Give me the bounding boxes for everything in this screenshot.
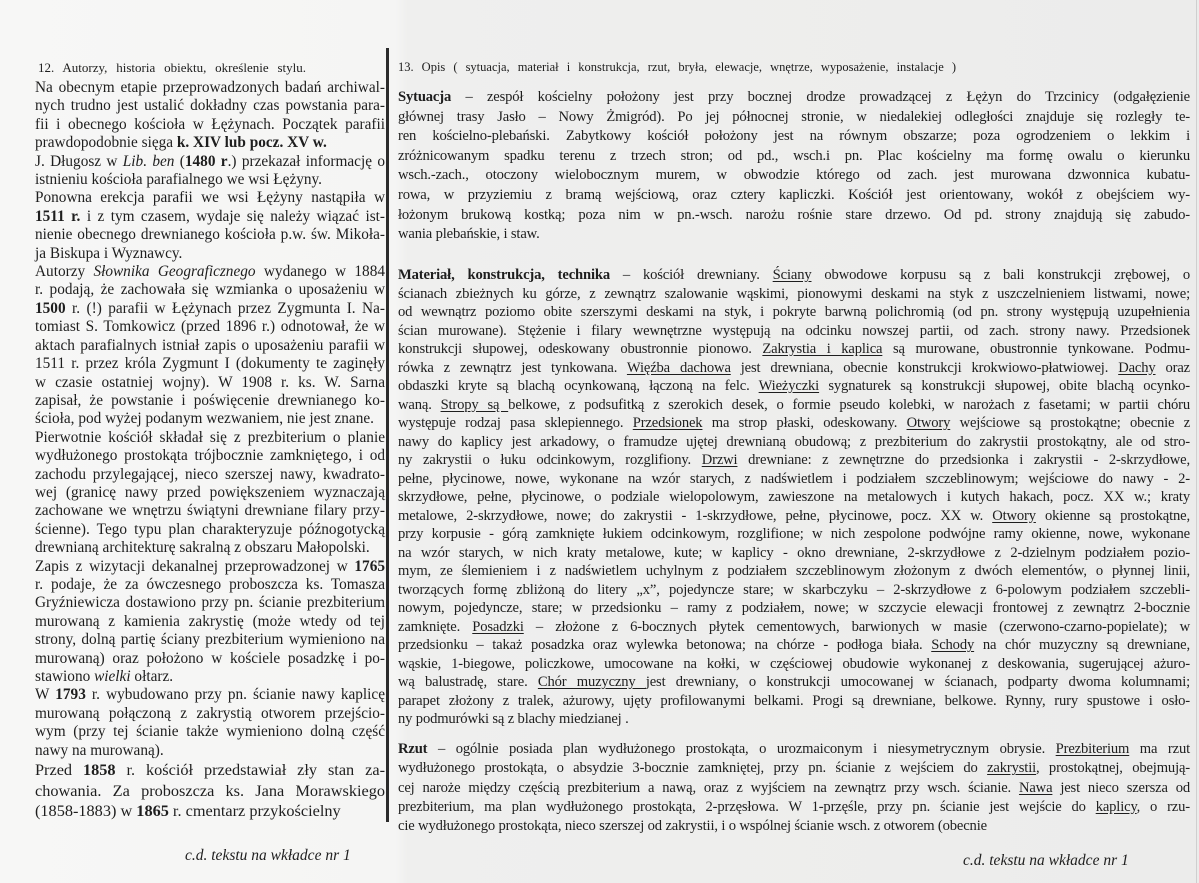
text-run: – kościół drewniany.: [609, 267, 773, 283]
text-line: chowania. Za proboszcza ks. Jana Morawskiego: [35, 780, 385, 800]
text-line: nowym, pojedyncze, stare; w przedsionku – ramy z podziałem, nowe; w szczycie elewacji frontowej z zewnątrz 2-bocznie: [398, 600, 1190, 616]
text-line: parapet złożony z tralek, ażurowy, ujęty profilowanymi belkami. Progi są drewniane, belkowe. Rynny, rury spustowe i osło-: [398, 692, 1190, 709]
section-13-heading: 13. Opis ( sytuacja, materiał i konstrukcja, rzut, bryła, elewacje, wnętrze, wyposażenie, instalacje ): [398, 60, 956, 74]
underlined-term: Posadzki: [472, 618, 524, 635]
underlined-term: Dachy: [1118, 359, 1156, 376]
paragraph: [35, 760, 385, 822]
text-line: Pierwotnie kościół składał się z prezbiterium o planie: [35, 428, 385, 446]
text-run: ny zakrystii o łuku odcinkowym, rozglifiony.: [398, 452, 702, 468]
text-run: wejściowe są prostokątne; obecnie z: [950, 415, 1191, 431]
text-line: przy korpusie - górą zamknięte łukiem odcinkowym, rozglifione; w nich zespolone podwójne ramy okienne, nowe, wykonane: [398, 526, 1190, 542]
text-run: jest drewniana, obecnie konstrukcji krokwiowo-płatwiowej.: [730, 359, 1119, 376]
text-line: nych trudno jest ustalić dokładny czas powstania para-: [35, 97, 385, 115]
text-line: [35, 263, 385, 281]
paragraph: [35, 153, 385, 190]
bold-text: 1793: [55, 686, 86, 704]
underlined-term: Nawa: [1018, 779, 1053, 796]
text-line: ny podmurówki są z blachy miedzianej .: [398, 711, 629, 727]
text-line: [398, 798, 1190, 817]
text-run: zamknięte.: [398, 618, 473, 635]
right-continuation-note: c.d. tekstu na wkładce nr 1: [963, 852, 1129, 869]
underlined-term: Więźba dachowa: [626, 359, 731, 376]
text-line: zróżnicowanym spadku terenu z trzech stron; od pd., wsch.i pn. Plac kościelny ma formę owalu o kierunku: [398, 147, 1190, 164]
text-run: ma strop płaski, odeskowany.: [702, 415, 907, 431]
paragraph-rzut: [398, 740, 1190, 836]
text-line: [35, 668, 385, 686]
text-run: Zapis z wizytacji dekanalnej przeprowadzonej w: [35, 557, 355, 575]
text-line: [398, 759, 1190, 778]
bold-text: Rzut: [398, 741, 428, 757]
text-line: Ponowna erekcja parafii we wsi Łężyny nastąpiła w: [35, 189, 385, 207]
text-line: skrzydłowe, pełne, płycinowe, o podziale wielopolowym, zawieszone na metalowych i kutych hakach, pocz. XX w.; kraty: [398, 489, 1190, 505]
text-line: ścianach zbieżnych ku górze, z zewnątrz szalowanie wąskimi, pionowymi deskami na styk z uszczelnieniem listwami, nowe;: [398, 285, 1190, 302]
underlined-term: Przedsionek: [632, 415, 703, 431]
text-run: waną.: [398, 396, 441, 413]
text-run: prezbiterium, ma plan wydłużonego prostokąta, 2-przęsłowa. W 1-przęśle, przy pn. ścianie jest wejście do: [398, 798, 1096, 815]
text-run: r. cmentarz przykościelny: [168, 801, 341, 821]
text-run: obwodowe korpusu są z bali konstrukcji zrębowej, o: [811, 267, 1190, 283]
text-run: i z tym czasem, wydaje się należy wiązać ist-: [80, 207, 385, 225]
text-line: aktach parafialnych istniał zapis o uposażeniu parafii w: [35, 336, 385, 354]
text-run: Przed: [35, 760, 83, 780]
text-line: murowaną połączoną z zakrystią otworem przejścio-: [35, 704, 385, 722]
text-run: obdaszki kryte są blachą ocynkowaną, łączoną na felc.: [398, 378, 759, 394]
paragraph: [35, 558, 385, 687]
text-run: Autorzy: [35, 263, 94, 281]
text-line: [35, 153, 385, 171]
text-line: wsch.-zach., otoczony wielobocznym murem, w obwodzie którego od zach. jest murowana dzwonnica kubatu-: [398, 167, 1190, 184]
text-line: pełne, płycinowe, nowe, wykonane na wzór starych, z nadświetlem i podziałem szczeblinowym; wejściowe do nawy - 2-: [398, 470, 1190, 487]
text-run: wydanego w 1884: [255, 263, 386, 281]
text-line: [398, 377, 1190, 396]
text-line: zachodu przylegającej, nieco szerszej nawy, kwadrato-: [35, 465, 385, 483]
text-line: [35, 558, 385, 576]
text-run: cej naroże między częścią prezbiterium a nawą, oraz z wyjściem na zewnątrz przy wsch. ścianie.: [398, 779, 1019, 796]
bold-text: 1765: [354, 557, 385, 575]
text-line: wąskie, 1-biegowe, policzkowe, umocowane na kołki, w częściowej obudowie wykonanej z deskowania, sugerującej ażuro-: [398, 655, 1190, 672]
text-line: na wzór starych, w nich kraty metalowe, kute; w kaplicy - okno drewniane, 2-skrzydłowe z 2-dzielnym podziałem pozio-: [398, 544, 1190, 561]
text-line: w czasie ostatniej wojny). W 1908 r. ks. W. Sarna: [35, 373, 385, 391]
page-edge: [1196, 0, 1197, 883]
text-run: przedsionku – takaż posadzka oraz wylewka betonowa; na chórze - podłoga biała.: [398, 637, 932, 653]
underlined-term: Otwory: [992, 507, 1036, 524]
text-line: [398, 507, 1190, 526]
text-line: istnieniu kościoła parafialnego we wsi Łężyny.: [35, 171, 323, 189]
underlined-term: Schody: [931, 637, 975, 653]
text-run: jest drewniany, o konstrukcji umocowanej w ścianach, podparty dwoma kolumnami;: [645, 674, 1190, 690]
underlined-term: kaplicy: [1095, 798, 1137, 815]
paragraph: [35, 429, 385, 558]
paragraph: [35, 79, 385, 153]
section-12-heading: 12. Autorzy, historia obiektu, określenie stylu.: [38, 60, 306, 75]
text-run: – ogólnie posiada plan wydłużonego prostokąta, o urozmaiconym i niesymetrycznym obrysie.: [427, 741, 1056, 757]
italic-text: Słownika Geograficznego: [93, 263, 256, 281]
bold-text: Materiał, konstrukcja, technika: [398, 267, 610, 283]
section-12-body: [35, 79, 385, 822]
text-line: 1511 r. przez króla Zygmunt I (dokumenty te zaginęły: [35, 355, 385, 373]
text-line: [398, 673, 1190, 692]
text-run: na chór muzyczny są drewniane,: [974, 637, 1190, 653]
text-run: metalowe, 2-skrzydłowe, nowe; do zakrystii - 1-skrzydłowe, pełne, płycinowe, pocz. XX w.: [398, 507, 993, 524]
text-line: mym, ze ślemieniem i z nadświetlem uchylnym z podziałem szczeblinowym złożonym z dwóch elementów, o płynnej linii,: [398, 563, 1190, 579]
text-run: jest nieco szersza od: [1052, 779, 1190, 796]
paragraph-material-konstrukcja: [398, 266, 1190, 729]
underlined-term: Zakrystia i kaplica: [762, 341, 883, 357]
text-line: rowa, w przyziemiu z bramą wejściową, oraz cztery kapliczki. Kościół jest orientowany, wokół z obejściem wy-: [398, 186, 1190, 203]
text-line: [398, 779, 1190, 798]
text-line: murowaną) oraz położono w kościele posadzkę i po-: [35, 649, 385, 667]
text-line: cie wydłużonego prostokąta, nieco szerszej od zakrystii, i o wspólnej ścianie wsch. z otworem (obecnie: [398, 818, 987, 835]
text-run: drewniane: z zewnętrzne do przedsionka i zakrystii - 2-skrzydłowe,: [737, 452, 1190, 468]
text-line: tomiast S. Tomkowicz (przed 1896 r.) odnotował, że w: [35, 318, 385, 336]
text-line: [35, 801, 385, 822]
text-run: (1858-1883) w: [35, 801, 137, 821]
text-run: W: [35, 686, 56, 704]
text-line: ja Biskupa i Wyznawcy.: [35, 244, 183, 262]
text-line: wej (granicę nawy przed powiększeniem wyznaczają: [35, 483, 385, 501]
text-run: r. wybudowano przy pn. ścianie nawy kaplicę: [85, 686, 385, 704]
text-run: ołtarz.: [130, 668, 174, 685]
text-run: J. Długosz w: [35, 152, 123, 170]
text-run: wydłużonego prostokąta, o absydzie 3-bocznie zamkniętej, przy pn. ścianie z wejściem do: [398, 760, 988, 777]
text-run: – zespół kościelny położony jest przy bocznej drodze prowadzącej z Łężyn do Trzcinicy (odgałęzienie: [451, 89, 1190, 105]
column-divider: [386, 48, 389, 822]
text-run: , o rzu-: [1136, 798, 1190, 815]
text-run: są murowane, obustronnie tynkowane. Podmu-: [882, 341, 1190, 357]
text-line: r. podają, że zachowała się wzmianka o uposażeniu w: [35, 281, 385, 299]
underlined-term: zakrystii: [987, 760, 1037, 777]
text-line: [35, 686, 385, 704]
text-line: [398, 88, 1190, 108]
underlined-term: Ściany: [772, 267, 812, 283]
underlined-term: Wieżyczki: [758, 378, 820, 394]
paragraph: [35, 686, 385, 760]
bold-text: 1858: [83, 760, 116, 780]
text-run: okienne są prostokątne,: [1035, 507, 1191, 524]
text-line: ścioła, pod wyżej podanym wezwaniem, nie jest znane.: [35, 410, 374, 428]
text-run: r. (!) parafii w Łężynach przez Zygmunta I. Na-: [65, 299, 385, 317]
paragraph: [35, 189, 385, 263]
bold-text: Sytuacja: [398, 89, 452, 105]
text-line: ren kościelno-plebański. Zabytkowy kościół położony jest na równym obszarze; poza ogrodzeniem o lekkim i: [398, 128, 1190, 145]
text-line: [398, 740, 1190, 759]
text-line: [398, 414, 1190, 433]
underlined-term: Stropy są: [440, 396, 509, 413]
text-line: wym (przy tej ścianie także wymieniono dolną część: [35, 723, 385, 741]
text-line: strony, dolną partię ściany prezbiterium wymieniono na: [35, 631, 385, 649]
text-line: łożonym brukową kostką; poza nim w pn.-wsch. narożu rośnie stare drzewo. Od pd. strony znajdują się zabudo-: [398, 206, 1190, 223]
text-run: – złożone z 6-bocznych płytek cementowych, barwionych w masie (czerwono-czarno-popielate); w: [523, 618, 1190, 635]
underlined-term: Prezbiterium: [1055, 741, 1130, 757]
text-run: rówka z zewnątrz jest tynkowana.: [398, 359, 627, 376]
text-run: stawiono: [35, 668, 95, 685]
text-line: [398, 266, 1190, 285]
text-line: wydłużonego prostokąta trójbocznie zamkniętego, i od: [35, 447, 385, 465]
text-line: nawy na murowaną).: [35, 741, 164, 759]
text-line: murowaną z kamienia zakrystię (może wtedy od tej: [35, 612, 385, 630]
italic-text: wielki: [94, 668, 131, 685]
text-line: zapisał, że powstanie i poświęcenie drewnianego ko-: [35, 391, 385, 409]
text-run: .) przekazał informację o: [227, 152, 385, 170]
left-continuation-note: c.d. tekstu na wkładce nr 1: [185, 847, 351, 864]
text-run: r. kościół przedstawiał zły stan za-: [115, 760, 386, 780]
text-line: [398, 618, 1190, 637]
text-run: konstrukcji słupowej, odeskowany obustronnie pionowo.: [398, 341, 763, 357]
text-line: [35, 134, 385, 152]
underlined-term: Drzwi: [701, 452, 738, 468]
text-line: nienie obecnego drewnianego kościoła p.w. św. Mikoła-: [35, 226, 385, 244]
text-line: wania plebańskie, i staw.: [398, 226, 540, 243]
text-line: r. podaje, że za ówczesnego proboszcza ks. Tomasza: [35, 575, 385, 593]
text-line: fii i obecnego kościoła w Łężynach. Początek parafii: [35, 115, 385, 133]
text-run: prawdopodobnie sięga: [35, 134, 177, 152]
bold-text: k. XIV lub pocz. XV w.: [176, 134, 327, 152]
text-line: Gryźniewicza dostawiono przy pn. ścianie prezbiterium: [35, 594, 385, 612]
text-line: [398, 451, 1190, 470]
underlined-term: Chór muzyczny: [537, 674, 646, 690]
text-run: (: [174, 152, 185, 170]
bold-text: 1500: [35, 299, 66, 317]
text-run: sygnaturek są konstrukcji słupowej, obite blachą ocynko-: [819, 378, 1190, 394]
text-line: głównej trasy Jasło – Nowy Żmigród). Po jej północnej stronie, w niedalekiej odległości znajduje się rozległy te-: [398, 108, 1190, 125]
underlined-term: Otwory: [906, 415, 951, 431]
text-line: [35, 208, 385, 226]
text-run: oraz: [1155, 359, 1191, 376]
text-line: ścian murowane). Stężenie i filary wewnętrzne występują na odcinku nowszej partii, od zach. strony nawy. Przedsionek: [398, 322, 1190, 339]
text-run: występuje rodzaj pasa sklepiennego.: [398, 415, 633, 431]
text-line: Na obecnym etapie przeprowadzonych badań archiwal-: [35, 79, 385, 96]
text-line: nawy do kaplicy jest arkadowy, o framudze ujętej drewnianą obudową; z prezbiterium do zakrystii prostokątny, ale od stro-: [398, 433, 1190, 450]
paragraph: [35, 263, 385, 429]
text-line: [398, 636, 1190, 655]
text-line: [398, 396, 1190, 415]
text-run: ma rzut: [1129, 741, 1190, 757]
text-line: [35, 300, 385, 318]
text-line: od wewnątrz poziomo obite szerszymi deskami na styk, i pokryte barwną polichromią (od pn. strony występują uzupełnienia: [398, 304, 1190, 320]
text-run: , prostokątnej, obejmują-: [1036, 760, 1191, 777]
bold-text: 1480 r: [184, 152, 228, 170]
text-line: [398, 340, 1190, 359]
text-line: tworzących formę zbliżoną do litery „x”, pojedyncze stare; w skarbczyku – 2-skrzydłowe z 6-polowym podziałem szczebli-: [398, 581, 1190, 598]
text-run: belkowe, z podsufitką z szerokich desek, o formie pseudo kolebki, w narożach z fasetami; w partii chóru: [508, 396, 1190, 413]
text-line: ścienne). Tego typu plan charakteryzuje późnogotycką: [35, 520, 385, 538]
paragraph-sytuacja: [398, 88, 1190, 245]
text-line: [35, 760, 385, 781]
text-line: [398, 359, 1190, 378]
bold-text: 1865: [136, 801, 169, 821]
text-line: zachowane we wnętrzu świątyni drewniane filary przy-: [35, 502, 385, 520]
italic-text: Lib. ben: [122, 152, 175, 170]
text-line: drewnianą architekturę sakralną z obszaru Małopolski.: [35, 539, 370, 557]
bold-text: 1511 r.: [35, 207, 81, 225]
text-run: wą balustradę, stare.: [398, 674, 538, 690]
